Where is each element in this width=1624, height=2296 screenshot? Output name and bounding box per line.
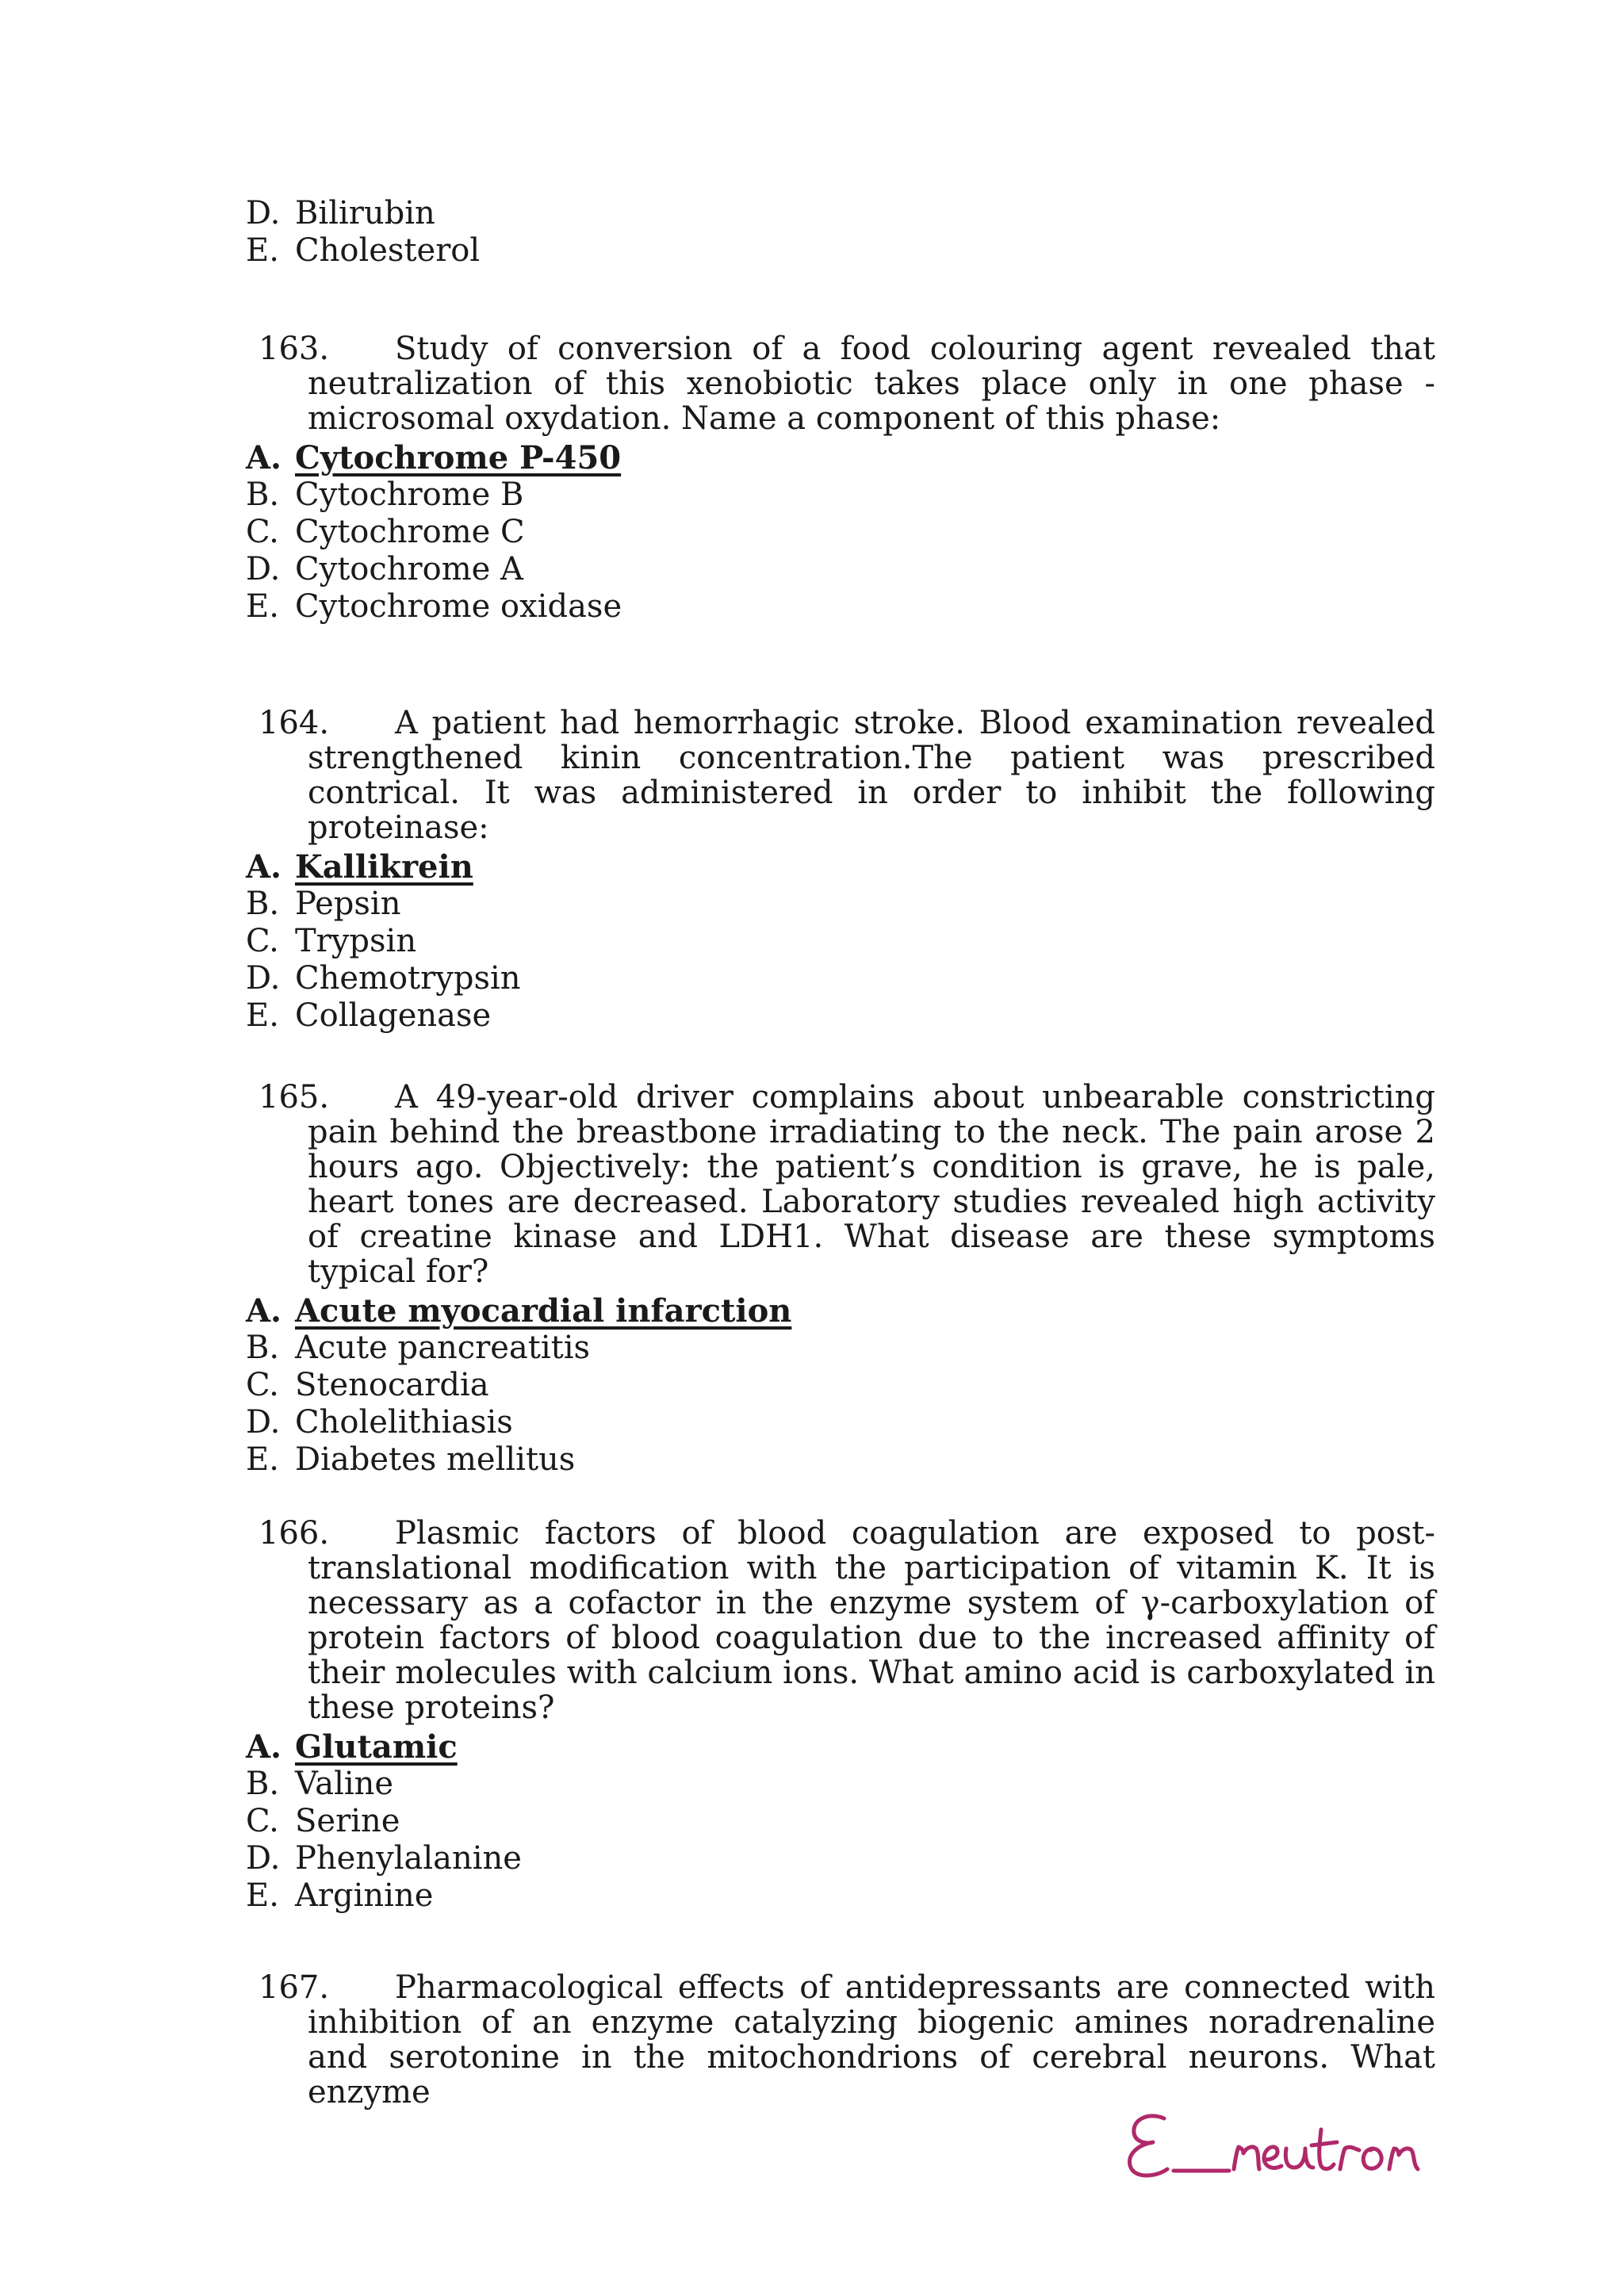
option-d xyxy=(246,1404,1435,1441)
option-a-correct xyxy=(246,1728,1435,1766)
option-letter: A. xyxy=(246,439,282,476)
question-166 xyxy=(246,1516,1435,1915)
option-e xyxy=(246,588,1435,626)
option-letter: C. xyxy=(246,1367,279,1403)
option-letter: E. xyxy=(246,588,279,625)
option-text: Valine xyxy=(295,1766,394,1802)
option-letter: C. xyxy=(246,514,279,550)
question-stem xyxy=(246,1970,1435,2110)
option-letter: A. xyxy=(246,848,282,886)
option-a-correct xyxy=(246,439,1435,476)
question-number: 166. xyxy=(259,1515,330,1552)
question-text: Study of conversion of a food colouring agent revealed that neutralization of this xenobiotic takes place only in one phase - microsomal oxydation. Name a component of this phase: xyxy=(308,331,1435,437)
question-number: 165. xyxy=(259,1079,330,1115)
option-d xyxy=(246,551,1435,588)
option-text: Trypsin xyxy=(295,923,417,959)
option-text: Kallikrein xyxy=(295,848,473,886)
question-stem xyxy=(246,331,1435,436)
question-text: A 49-year-old driver complains about unbearable constricting pain behind the breastbone irradiating to the neck. The pain arose 2 hours ago. Objectively: the patient’s condition is grave, he is pale, heart tones are decreased. Laboratory studies revealed high activity of creatine kinase and LDH1. What disease are these symptoms typical for? xyxy=(308,1079,1435,1290)
question-number: 163. xyxy=(259,331,330,367)
options-list xyxy=(246,439,1435,626)
option-text: Pepsin xyxy=(295,886,401,922)
option-text: Cytochrome oxidase xyxy=(295,588,622,625)
option-text: Cytochrome A xyxy=(295,551,523,587)
option-c xyxy=(246,514,1435,551)
option-letter: D. xyxy=(246,195,281,232)
question-text: A patient had hemorrhagic stroke. Blood examination revealed strengthened kinin concentration.The patient was prescribed contrical. It was administered in order to inhibit the following proteinase: xyxy=(308,705,1435,846)
options-list xyxy=(246,848,1435,1035)
question-text: Plasmic factors of blood coagulation are exposed to post-translational modification with the participation of vitamin K. It is necessary as a cofactor in the enzyme system of γ-carboxylation of protein factors of blood coagulation due to the increased affinity of their molecules with calcium ions. What amino acid is carboxylated in these proteins? xyxy=(308,1515,1435,1726)
option-text: Cytochrome C xyxy=(295,514,525,550)
option-c xyxy=(246,1367,1435,1404)
prev-question-options xyxy=(246,195,480,270)
option-text: Cytochrome B xyxy=(295,476,524,513)
option-text: Cytochrome P-450 xyxy=(295,439,622,476)
question-stem xyxy=(246,1516,1435,1725)
option-b xyxy=(246,1766,1435,1803)
option-text: Phenylalanine xyxy=(295,1840,522,1877)
question-stem xyxy=(246,1080,1435,1289)
option-letter: E. xyxy=(246,997,279,1034)
question-number: 167. xyxy=(259,1969,330,2006)
option-letter: E. xyxy=(246,232,279,269)
option-c xyxy=(246,923,1435,960)
question-stem xyxy=(246,706,1435,845)
option-letter: B. xyxy=(246,1766,280,1802)
option-letter: B. xyxy=(246,886,280,922)
question-163 xyxy=(246,331,1435,626)
option-text: Bilirubin xyxy=(295,195,435,232)
signature-logo xyxy=(1118,2101,1435,2188)
option-e xyxy=(246,1441,1435,1479)
option-letter: C. xyxy=(246,1803,279,1839)
option-c xyxy=(246,1803,1435,1840)
option-text: Glutamic xyxy=(295,1728,458,1766)
option-text: Diabetes mellitus xyxy=(295,1441,576,1478)
question-165 xyxy=(246,1080,1435,1479)
option-text: Arginine xyxy=(295,1877,434,1914)
option-letter: D. xyxy=(246,1404,281,1441)
option-b xyxy=(246,476,1435,514)
question-167 xyxy=(246,1970,1435,2113)
option-b xyxy=(246,1330,1435,1367)
option-letter: D. xyxy=(246,1840,281,1877)
option-letter: B. xyxy=(246,476,280,513)
option-letter: D. xyxy=(246,551,281,587)
question-text: Pharmacological effects of antidepressants are connected with inhibition of an enzyme catalyzing biogenic amines noradrenaline and serotonine in the mitochondrions of cerebral neurons. What enzyme xyxy=(308,1969,1435,2110)
option-d xyxy=(246,195,480,232)
option-d xyxy=(246,1840,1435,1877)
option-text: Serine xyxy=(295,1803,400,1839)
question-164 xyxy=(246,706,1435,1035)
option-letter: E. xyxy=(246,1877,279,1914)
option-a-correct xyxy=(246,848,1435,886)
option-e xyxy=(246,997,1435,1035)
option-text: Stenocardia xyxy=(295,1367,489,1403)
option-text: Acute pancreatitis xyxy=(295,1330,591,1366)
option-d xyxy=(246,960,1435,997)
option-letter: A. xyxy=(246,1728,282,1766)
option-text: Cholesterol xyxy=(295,232,481,269)
option-text: Chemotrypsin xyxy=(295,960,521,997)
options-list xyxy=(246,1292,1435,1479)
option-letter: A. xyxy=(246,1292,282,1330)
option-a-correct xyxy=(246,1292,1435,1330)
option-text: Cholelithiasis xyxy=(295,1404,513,1441)
option-letter: B. xyxy=(246,1330,280,1366)
option-letter: C. xyxy=(246,923,279,959)
question-number: 164. xyxy=(259,705,330,741)
option-letter: D. xyxy=(246,960,281,997)
option-text: Acute myocardial infarction xyxy=(295,1292,792,1330)
option-e xyxy=(246,1877,1435,1915)
options-list xyxy=(246,1728,1435,1915)
option-text: Collagenase xyxy=(295,997,492,1034)
option-b xyxy=(246,886,1435,923)
option-letter: E. xyxy=(246,1441,279,1478)
option-e xyxy=(246,232,480,270)
